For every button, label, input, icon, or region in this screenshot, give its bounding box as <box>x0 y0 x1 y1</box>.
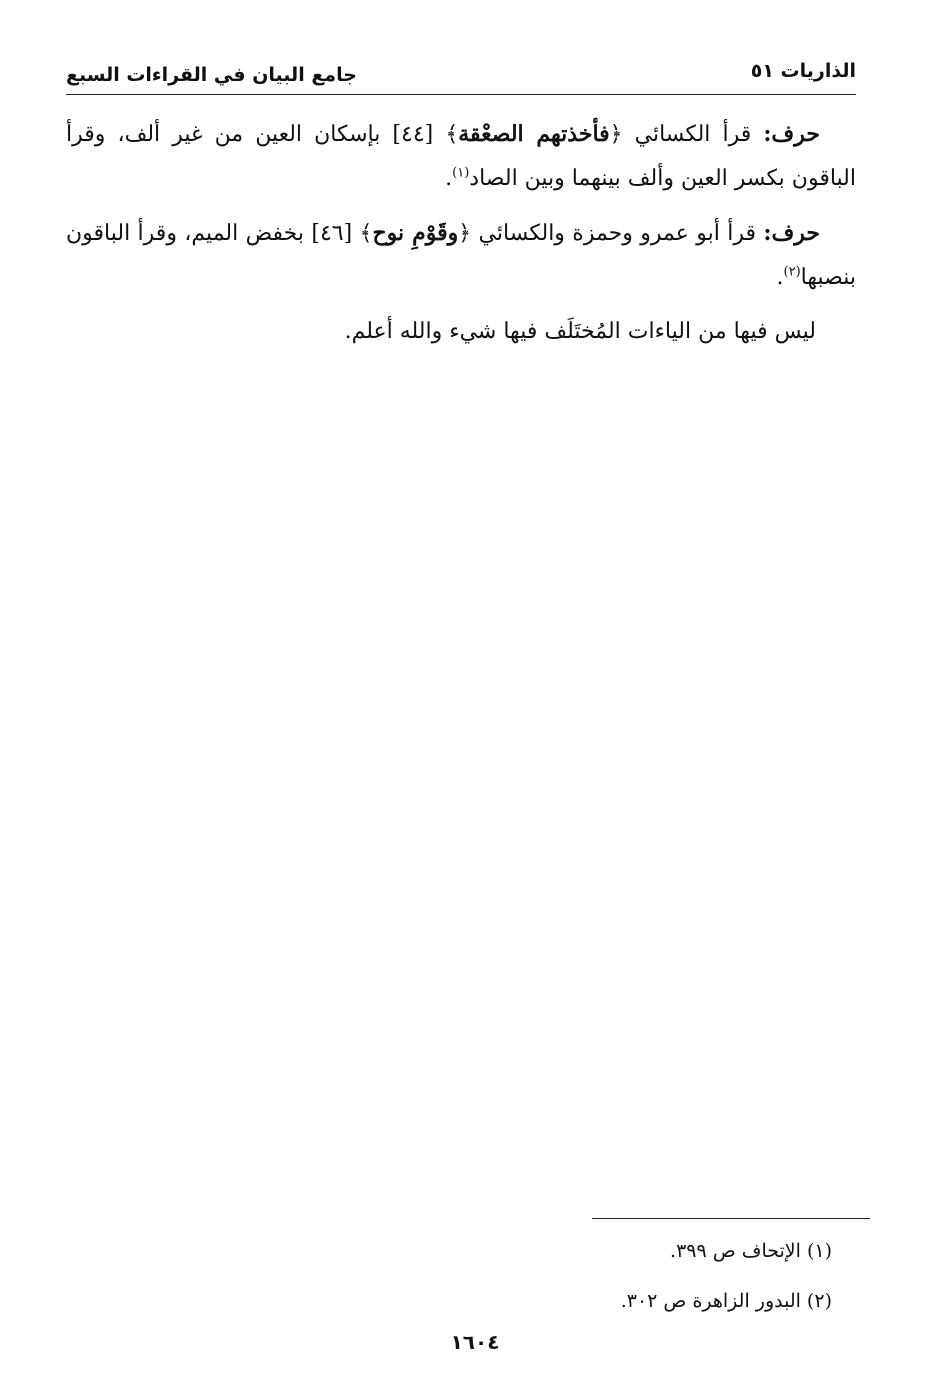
verse-close-bracket: ﴾ <box>359 221 373 246</box>
paragraph-text: [٤٦] بخفض الميم، وقرأ الباقون بنصبها <box>66 221 856 290</box>
quran-verse: فأخذتهم الصعْقة <box>458 121 610 147</box>
harf-label: حرف: <box>763 121 820 147</box>
paragraph-harf-1 <box>66 112 856 201</box>
paragraph-text: قرأ الكسائي <box>622 122 764 147</box>
footnote-2: (٢) البدور الزاهرة ص ٣٠٢. <box>620 1290 832 1312</box>
surah-heading: الذاريات ٥١ <box>750 60 856 82</box>
closing-paragraph: ليس فيها من الياءات المُختَلَف فيها شيء والله أعلم. <box>344 319 816 344</box>
paragraph-end: . <box>776 265 784 290</box>
harf-label: حرف: <box>763 220 821 246</box>
paragraph-harf-2 <box>66 211 856 300</box>
book-title: جامع البيان في القراءات السبع <box>66 64 357 86</box>
footnote-ref: (١) <box>452 165 470 181</box>
page-number: ١٦٠٤ <box>450 1330 500 1354</box>
verse-open-bracket: ﴿ <box>609 122 623 147</box>
footnote-ref: (٢) <box>783 264 801 280</box>
footnotes <box>400 1236 832 1336</box>
footnote-divider <box>592 1218 870 1219</box>
main-text <box>66 112 856 364</box>
paragraph-text: [٤٤] بإسكان العين من غير ألف، وقرأ الباقون بكسر العين وألف بينهما وبين الصاد <box>66 122 856 191</box>
paragraph-end: . <box>445 166 453 191</box>
quran-verse: وقَوْمِ نوح <box>372 220 459 246</box>
running-header <box>66 58 856 95</box>
paragraph-text: قرأ أبو عمرو وحمزة والكسائي <box>471 221 764 246</box>
footnote-1: (١) الإتحاف ص ٣٩٩. <box>670 1240 832 1262</box>
verse-close-bracket: ﴾ <box>445 122 459 147</box>
verse-open-bracket: ﴿ <box>458 221 472 246</box>
